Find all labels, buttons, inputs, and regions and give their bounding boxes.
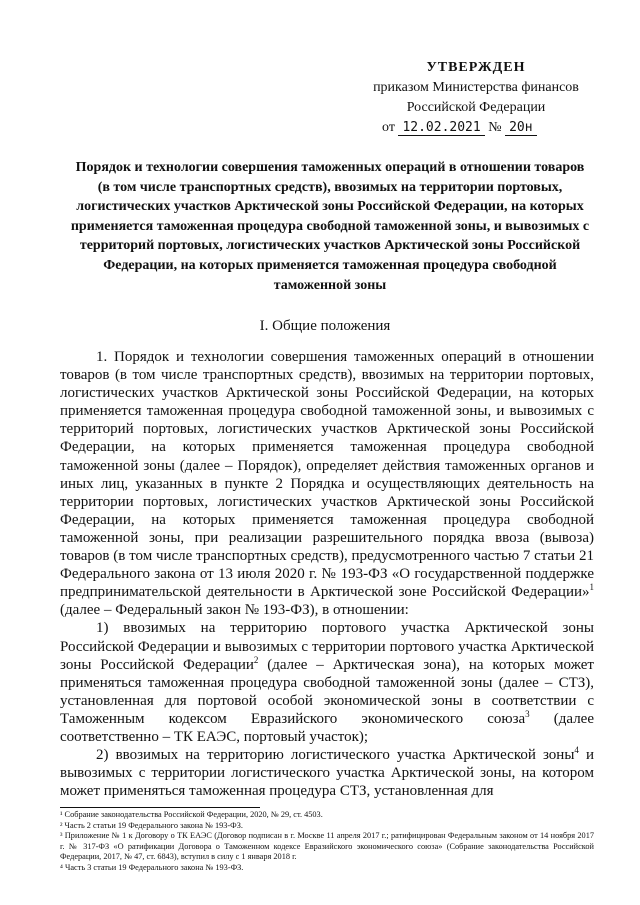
approval-date-line (360, 118, 592, 138)
paragraph-1-text-a: 1. Порядок и технологии совершения таможенных операций в отношении товаров (в том числе транспортных средств), ввозимых на территории портовых, логистических участков Арктической зоны Российской Федерации, на которых применяется таможенная процедура свободной таможенной зоны, и вывозимых с территорий портовых, логистических участков Арктической зоны Российской Федерации, на которых применяется таможенная процедура свободной таможенной зоны (далее – Порядок), определяет действия таможенных органов и иных лиц, указанных в пункте 2 Порядка и осуществляющих деятельность на территории портовых, логистических участков Арктической зоны Российской Федерации, на которых применяется таможенная процедура свободной таможенной зоны, при реализации разрешительного порядка ввоза (вывоза) товаров (в том числе транспортных средств), предусмотренного частью 7 статьи 21 Федерального закона от 13 июля 2020 г. № 193-ФЗ «О государственной поддержке предпринимательской деятельности в Арктической зоне Российской Федерации» (60, 349, 594, 601)
date-prefix: от (382, 120, 395, 135)
paragraph-3-text-a: 2) ввозимых на территорию логистического участка Арктической зоны (96, 747, 575, 764)
paragraph-2-text-b: (далее – Арктическая зона), на которых может применяться таможенная процедура свободной таможенной зоны (далее – СТЗ), установленная для портовой особой экономической зоны в соответствии с Таможенным кодексом Евразийского экономического союза (60, 656, 594, 727)
approval-line-ministry: приказом Министерства финансов (373, 80, 579, 95)
footnote-4: ⁴ Часть 3 статьи 19 Федерального закона № 193-ФЗ. (60, 862, 244, 872)
paragraph-2-text-c: (далее соответственно – ТК ЕАЭС, портовый участок); (60, 710, 594, 745)
footnote-1: ¹ Собрание законодательства Российской Федерации, 2020, № 29, ст. 4503. (60, 810, 323, 819)
paragraph-2-text-a: 1) ввозимых на территорию портового участка Арктической зоны Российской Федерации и вывозимых с территории портового участка Арктической зоны Российской Федерации (60, 620, 594, 673)
footnote-ref-3: 3 (525, 708, 530, 719)
paragraph-1-text-b: (далее – Федеральный закон № 193-ФЗ), в отношении: (60, 602, 409, 619)
footnotes (60, 810, 594, 874)
document-title: Порядок и технологии совершения таможенных операций в отношении товаров (в том числе транспортных средств), ввозимых на территории портовых, логистических участков Арктической зоны Российской Федерации, на которых применяется таможенная процедура свободной таможенной зоны, и вывозимых с территорий портовых, логистических участков Арктической зоны Российской Федерации, на которых применяется таможенная процедура свободной таможенной зоны (70, 160, 590, 293)
approval-heading: УТВЕРЖДЕН (426, 60, 526, 75)
footnote-2: ² Часть 2 статьи 19 Федерального закона № 193-ФЗ. (60, 820, 243, 830)
approval-date: 12.02.2021 (398, 120, 484, 136)
approval-line-federation: Российской Федерации (406, 100, 546, 115)
approval-number: 20н (505, 120, 536, 136)
footnote-ref-4: 4 (574, 745, 579, 756)
document-body (60, 348, 594, 800)
paragraph-1 (60, 348, 594, 619)
approval-block (360, 58, 592, 138)
paragraph-2 (60, 619, 594, 746)
paragraph-3-text-b: и вывозимых с территории логистического участка Арктической зоны, на котором может применяться таможенная процедура СТЗ, установленная для (60, 747, 595, 800)
footnote-3: ³ Приложение № 1 к Договору о ТК ЕАЭС (Договор подписан в г. Москве 11 апреля 2017 г.; ратифицирован Федеральным законом от 14 ноября 2017 г. № 317-ФЗ «О ратификации Договора о Таможенном кодексе Евразийского экономического союза» (Собрание законодательства Российской Федерации, 2017, № 47, ст. 6843), вступил в силу с 1 января 2018 г. (60, 831, 594, 862)
paragraph-3 (60, 746, 594, 800)
footnote-ref-1: 1 (589, 582, 594, 593)
number-prefix: № (488, 120, 502, 135)
section-heading: I. Общие положения (259, 318, 391, 334)
footnote-separator (60, 807, 260, 808)
footnote-ref-2: 2 (253, 654, 259, 665)
